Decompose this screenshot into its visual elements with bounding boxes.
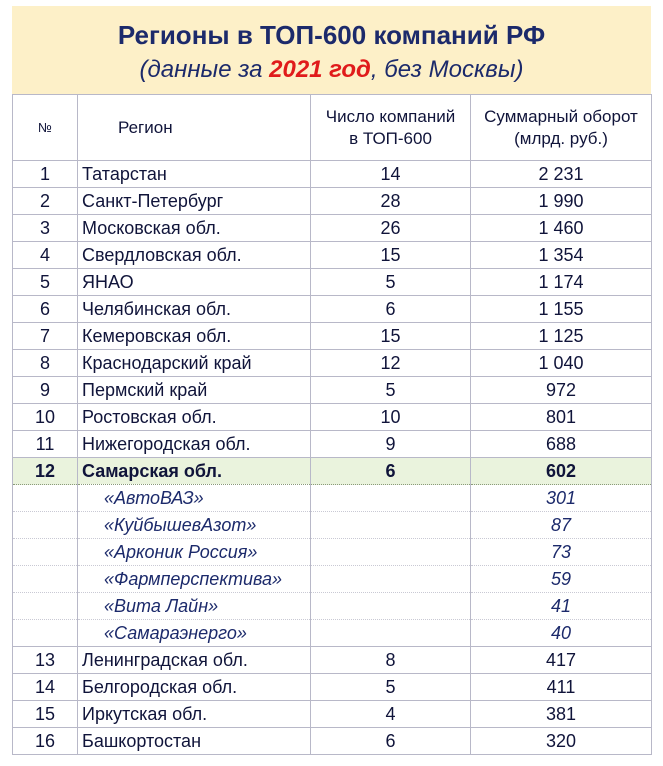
cell-count: 8 <box>311 647 471 674</box>
table-row <box>13 242 652 269</box>
cell-region: Иркутская обл. <box>78 701 311 728</box>
cell-region: Свердловская обл. <box>78 242 311 269</box>
table-subrow <box>13 485 652 512</box>
cell-num: 8 <box>13 350 78 377</box>
cell-count <box>311 566 471 593</box>
cell-count: 26 <box>311 215 471 242</box>
column-header-count-line1: Число компаний <box>325 106 456 126</box>
cell-count: 28 <box>311 188 471 215</box>
table-row <box>13 647 652 674</box>
cell-region: Белгородская обл. <box>78 674 311 701</box>
subtitle-prefix: (данные за <box>139 56 270 83</box>
page-title: Регионы в ТОП-600 компаний РФ <box>117 20 546 50</box>
cell-num: 14 <box>13 674 78 701</box>
cell-sum: 40 <box>471 620 652 647</box>
cell-sum: 2 231 <box>471 161 652 188</box>
cell-region: Челябинская обл. <box>78 296 311 323</box>
table-row <box>13 674 652 701</box>
table-row <box>13 188 652 215</box>
cell-count: 6 <box>311 728 471 755</box>
regions-table <box>12 94 652 755</box>
column-header-region: Регион <box>78 95 311 161</box>
cell-sum: 801 <box>471 404 652 431</box>
cell-region: Пермский край <box>78 377 311 404</box>
table-row <box>13 350 652 377</box>
cell-sum: 1 155 <box>471 296 652 323</box>
cell-sum: 73 <box>471 539 652 566</box>
cell-count: 6 <box>311 458 471 485</box>
cell-num: 9 <box>13 377 78 404</box>
cell-count <box>311 485 471 512</box>
cell-sum: 87 <box>471 512 652 539</box>
cell-sum: 381 <box>471 701 652 728</box>
cell-region: Кемеровская обл. <box>78 323 311 350</box>
cell-region: Московская обл. <box>78 215 311 242</box>
cell-num <box>13 539 78 566</box>
subtitle-year: 2021 год <box>269 56 371 83</box>
cell-count: 10 <box>311 404 471 431</box>
table-row <box>13 269 652 296</box>
table-header-row <box>13 95 652 161</box>
cell-region: «КуйбышевАзот» <box>78 512 311 539</box>
cell-region: «Арконик Россия» <box>78 539 311 566</box>
cell-num: 6 <box>13 296 78 323</box>
cell-num: 1 <box>13 161 78 188</box>
cell-region: «Фармперспектива» <box>78 566 311 593</box>
cell-sum: 1 460 <box>471 215 652 242</box>
cell-count: 6 <box>311 296 471 323</box>
cell-region: Нижегородская обл. <box>78 431 311 458</box>
cell-num: 10 <box>13 404 78 431</box>
cell-count: 15 <box>311 323 471 350</box>
cell-num <box>13 593 78 620</box>
table-subrow <box>13 539 652 566</box>
cell-sum: 320 <box>471 728 652 755</box>
table-row <box>13 404 652 431</box>
cell-count <box>311 593 471 620</box>
cell-count: 4 <box>311 701 471 728</box>
table-row <box>13 728 652 755</box>
page-subtitle <box>12 56 651 84</box>
cell-sum: 688 <box>471 431 652 458</box>
cell-num: 16 <box>13 728 78 755</box>
header-banner <box>12 6 651 94</box>
cell-sum: 1 990 <box>471 188 652 215</box>
cell-num <box>13 485 78 512</box>
cell-num <box>13 566 78 593</box>
cell-region: Ленинградская обл. <box>78 647 311 674</box>
cell-sum: 1 174 <box>471 269 652 296</box>
table-row <box>13 323 652 350</box>
cell-num: 4 <box>13 242 78 269</box>
cell-region: «Самараэнерго» <box>78 620 311 647</box>
table-row <box>13 296 652 323</box>
cell-count <box>311 620 471 647</box>
table-subrow <box>13 566 652 593</box>
table-row <box>13 458 652 485</box>
cell-sum: 417 <box>471 647 652 674</box>
cell-count <box>311 539 471 566</box>
cell-sum: 602 <box>471 458 652 485</box>
cell-region: Краснодарский край <box>78 350 311 377</box>
table-subrow <box>13 512 652 539</box>
column-header-sum <box>471 95 652 161</box>
table-row <box>13 215 652 242</box>
cell-count: 5 <box>311 269 471 296</box>
cell-count: 9 <box>311 431 471 458</box>
cell-num: 13 <box>13 647 78 674</box>
column-header-count <box>311 95 471 161</box>
table-row <box>13 431 652 458</box>
cell-count: 15 <box>311 242 471 269</box>
cell-region: Ростовская обл. <box>78 404 311 431</box>
cell-num: 7 <box>13 323 78 350</box>
cell-sum: 1 040 <box>471 350 652 377</box>
cell-region: Самарская обл. <box>78 458 311 485</box>
table-subrow <box>13 593 652 620</box>
cell-sum: 411 <box>471 674 652 701</box>
cell-sum: 1 354 <box>471 242 652 269</box>
cell-count: 12 <box>311 350 471 377</box>
cell-num: 11 <box>13 431 78 458</box>
column-header-num: № <box>13 95 78 161</box>
cell-region: Санкт-Петербург <box>78 188 311 215</box>
column-header-count-line2: в ТОП-600 <box>349 128 432 148</box>
cell-count: 14 <box>311 161 471 188</box>
table-row <box>13 161 652 188</box>
cell-num <box>13 620 78 647</box>
cell-region: «Вита Лайн» <box>78 593 311 620</box>
cell-count: 5 <box>311 377 471 404</box>
cell-sum: 59 <box>471 566 652 593</box>
cell-num: 5 <box>13 269 78 296</box>
subtitle-suffix: , без Москвы) <box>370 56 524 83</box>
cell-region: Татарстан <box>78 161 311 188</box>
cell-region: ЯНАО <box>78 269 311 296</box>
cell-region: «АвтоВАЗ» <box>78 485 311 512</box>
cell-num <box>13 512 78 539</box>
cell-num: 15 <box>13 701 78 728</box>
cell-sum: 301 <box>471 485 652 512</box>
cell-count <box>311 512 471 539</box>
cell-count: 5 <box>311 674 471 701</box>
table-body <box>13 161 652 755</box>
cell-sum: 972 <box>471 377 652 404</box>
cell-num: 3 <box>13 215 78 242</box>
column-header-sum-line2: (млрд. руб.) <box>514 128 608 148</box>
cell-num: 12 <box>13 458 78 485</box>
table-row <box>13 701 652 728</box>
column-header-sum-line1: Суммарный оборот <box>484 106 638 126</box>
cell-sum: 1 125 <box>471 323 652 350</box>
cell-num: 2 <box>13 188 78 215</box>
table-subrow <box>13 620 652 647</box>
table-row <box>13 377 652 404</box>
cell-sum: 41 <box>471 593 652 620</box>
cell-region: Башкортостан <box>78 728 311 755</box>
